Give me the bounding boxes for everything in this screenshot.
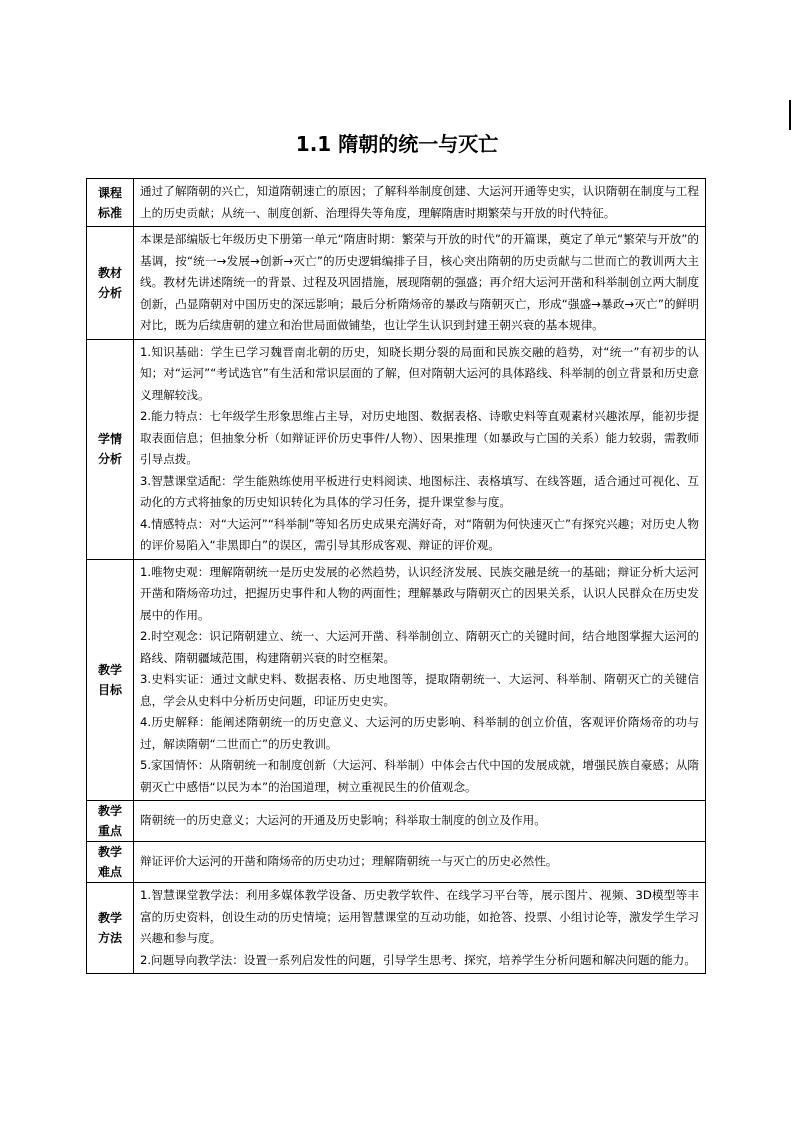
row-label: 教学 难点 — [87, 842, 134, 883]
paragraph: 通过了解隋朝的兴亡，知道隋朝速亡的原因；了解科举制度创建、大运河开通等史实，认识隋朝在制度与工程上的历史贡献；从统一、制度创新、治理得失等角度，理解隋唐时期繁荣与开放的时代特征。 — [140, 184, 699, 220]
row-curriculum-standard — [87, 179, 706, 227]
row-content — [134, 339, 706, 559]
row-content — [134, 883, 706, 974]
paragraph: 1.唯物史观：理解隋朝统一是历史发展的必然趋势，认识经济发展、民族交融是统一的基础；辩证分析大运河开凿和隋炀帝功过，把握历史事件和人物的两面性；理解暴政与隋朝灭亡的因果关系，认识人民群众在历史发展中的作用。 — [140, 564, 699, 622]
row-learner-analysis — [87, 339, 706, 559]
row-content — [134, 227, 706, 340]
paragraph: 本课是部编版七年级历史下册第一单元“隋唐时期：繁荣与开放的时代”的开篇课，奠定了单元“繁荣与开放”的基调，按“统一→发展→创新→灭亡”的历史逻辑编排子目，核心突出隋朝的历史贡献与二世而亡的教训两大主线。教材先讲述隋统一的背景、过程及巩固措施，展现隋朝的强盛；再介绍大运河开凿和科举制创立两大制度创新，凸显隋朝对中国历史的深远影响；最后分析隋炀帝的暴政与隋朝灭亡，形成“强盛→暴政→灭亡”的鲜明对比，既为后续唐朝的建立和治世局面做铺垫，也让学生认识到封建王朝兴衰的基本规律。 — [140, 232, 699, 332]
row-label: 教学 目标 — [87, 559, 134, 801]
row-content — [134, 559, 706, 801]
row-difficult-points — [87, 842, 706, 883]
lesson-plan-table — [86, 178, 706, 974]
paragraph: 1.知识基础：学生已学习魏晋南北朝的历史，知晓长期分裂的局面和民族交融的趋势，对“统一”有初步的认知；对“运河”“考试选官”有生活和常识层面的了解，但对隋朝大运河的具体路线、科举制的创立背景和历史意义理解较浅。 — [140, 344, 699, 402]
paragraph: 5.家国情怀：从隋朝统一和制度创新（大运河、科举制）中体会古代中国的发展成就，增强民族自豪感；从隋朝灭亡中感悟“以民为本”的治国道理，树立重视民生的价值观念。 — [140, 758, 699, 794]
row-label: 课程 标准 — [87, 179, 134, 227]
row-label: 教学 方法 — [87, 883, 134, 974]
paragraph: 4.情感特点：对“大运河”“科举制”等知名历史成果充满好奇，对“隋朝为何快速灭亡”有探究兴趣；对历史人物的评价易陷入“非黑即白”的误区，需引导其形成客观、辩证的评价观。 — [140, 516, 699, 552]
row-teaching-methods — [87, 883, 706, 974]
paragraph: 1.智慧课堂教学法：利用多媒体教学设备、历史教学软件、在线学习平台等，展示图片、视频、3D模型等丰富的历史资料，创设生动的历史情境；运用智慧课堂的互动功能，如抢答、投票、小组讨论等，激发学生学习兴趣和参与度。 — [140, 888, 699, 945]
paragraph: 2.问题导向教学法：设置一系列启发性的问题，引导学生思考、探究，培养学生分析问题和解决问题的能力。 — [140, 952, 696, 967]
row-key-points — [87, 801, 706, 842]
row-label: 学情 分析 — [87, 339, 134, 559]
paragraph: 3.史料实证：通过文献史料、数据表格、历史地图等，提取隋朝统一、大运河、科举制、隋朝灭亡的关键信息，学会从史料中分析历史问题，印证历史史实。 — [140, 672, 699, 708]
row-label: 教学 重点 — [87, 801, 134, 842]
paragraph: 2.能力特点：七年级学生形象思维占主导，对历史地图、数据表格、诗歌史料等直观素材兴趣浓厚，能初步提取表面信息；但抽象分析（如辩证评价历史事件/人物）、因果推理（如暴政与亡国的关系）能力较弱，需教师引导点拨。 — [140, 409, 699, 466]
row-content — [134, 179, 706, 227]
paragraph: 3.智慧课堂适配：学生能熟练使用平板进行史料阅读、地图标注、表格填写、在线答题，适合通过可视化、互动化的方式将抽象的历史知识转化为具体的学习任务，提升课堂参与度。 — [140, 473, 699, 509]
row-content — [134, 801, 706, 842]
row-content — [134, 842, 706, 883]
row-teaching-objectives — [87, 559, 706, 801]
paragraph: 辩证评价大运河的开凿和隋炀帝的历史功过；理解隋朝统一与灭亡的历史必然性。 — [140, 854, 558, 869]
page-margin-mark — [789, 100, 791, 130]
paragraph: 4.历史解释：能阐述隋朝统一的历史意义、大运河的历史影响、科举制的创立价值，客观评价隋炀帝的功与过，解读隋朝“二世而亡”的历史教训。 — [140, 715, 699, 751]
page-title: 1.1 隋朝的统一与灭亡 — [295, 132, 499, 156]
row-textbook-analysis — [87, 227, 706, 340]
row-label: 教材 分析 — [87, 227, 134, 340]
paragraph: 2.时空观念：识记隋朝建立、统一、大运河开凿、科举制创立、隋朝灭亡的关键时间，结合地图掌握大运河的路线、隋朝疆域范围，构建隋朝兴衰的时空框架。 — [140, 629, 699, 665]
paragraph: 隋朝统一的历史意义；大运河的开通及历史影响；科举取士制度的创立及作用。 — [140, 813, 546, 828]
